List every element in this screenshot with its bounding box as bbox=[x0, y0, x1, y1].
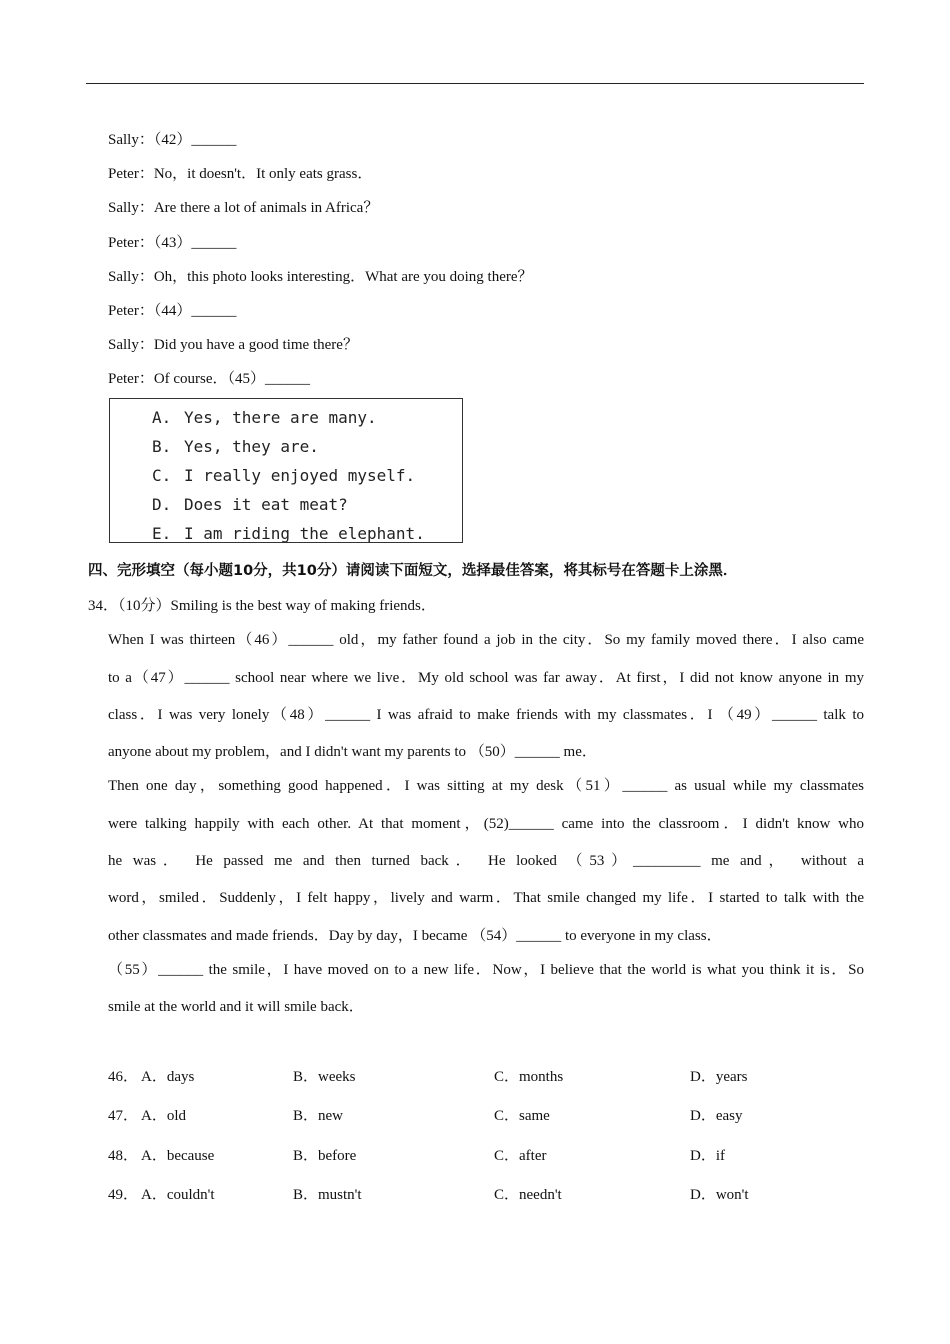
question-number: 49． bbox=[108, 1187, 139, 1203]
dialogue-line: Peter：（44）______ bbox=[108, 303, 237, 319]
choice-d: D．easy bbox=[690, 1108, 743, 1124]
passage-line: smile at the world and it will smile back． bbox=[108, 999, 364, 1015]
choice-row-49 bbox=[108, 1183, 864, 1205]
question-number: 46． bbox=[108, 1069, 139, 1085]
passage-line: When I was thirteen（46）______ old，my father found a job in the city．So my family moved there．I also came bbox=[108, 632, 864, 648]
option-d: D. Does it eat meat? bbox=[152, 495, 348, 514]
passage-line: class．I was very lonely（48）______ I was afraid to make friends with my classmates．I （49）______ talk to bbox=[108, 707, 864, 723]
choice-b: B．weeks bbox=[293, 1069, 356, 1085]
choice-row-47 bbox=[108, 1104, 864, 1126]
choice-a: A．old bbox=[141, 1108, 187, 1124]
choice-row-46 bbox=[108, 1065, 864, 1087]
answer-option-box bbox=[109, 398, 463, 543]
question-number: 48． bbox=[108, 1148, 139, 1164]
choice-d: D．won't bbox=[690, 1187, 749, 1203]
dialogue-line: Peter：No，it doesn't．It only eats grass． bbox=[108, 166, 373, 182]
option-a: A. Yes, there are many. bbox=[152, 408, 377, 427]
passage-line: （55）______ the smile，I have moved on to a new life．Now，I believe that the world is what you think it is．So bbox=[108, 962, 864, 978]
choice-d: D．if bbox=[690, 1148, 725, 1164]
choice-a: A．because bbox=[141, 1148, 215, 1164]
choice-b: B．new bbox=[293, 1108, 343, 1124]
dialogue-line: Sally：（42）______ bbox=[108, 132, 237, 148]
dialogue-line: Sally：Oh，this photo looks interesting．What are you doing there？ bbox=[108, 269, 533, 285]
dialogue-line: Peter：（43）______ bbox=[108, 235, 237, 251]
header-rule bbox=[86, 83, 864, 84]
question-number: 47． bbox=[108, 1108, 139, 1124]
passage-line: other classmates and made friends．Day by day，I became （54）______ to everyone in my class． bbox=[108, 928, 722, 944]
option-e: E. I am riding the elephant. bbox=[152, 524, 425, 543]
passage-line: to a（47）______ school near where we live．My old school was far away．At first，I did not know anyone in my bbox=[108, 670, 864, 686]
choice-c: C．needn't bbox=[494, 1187, 562, 1203]
question-title: 34．（10分）Smiling is the best way of making friends． bbox=[88, 598, 436, 614]
option-c: C. I really enjoyed myself. bbox=[152, 466, 416, 485]
choice-row-48 bbox=[108, 1144, 864, 1166]
option-b: B. Yes, they are. bbox=[152, 437, 319, 456]
passage-line: anyone about my problem，and I didn't want my parents to （50）______ me． bbox=[108, 744, 597, 760]
dialogue-line: Peter：Of course．（45）______ bbox=[108, 371, 311, 387]
passage-line: were talking happily with each other. At that moment，(52)______ came into the classroom．I didn't know who bbox=[108, 816, 864, 832]
passage-line: Then one day，something good happened．I was sitting at my desk（51）______ as usual while my classmates bbox=[108, 778, 864, 794]
choice-d: D．years bbox=[690, 1069, 748, 1085]
section-heading: 四、完形填空（每小题10分，共10分）请阅读下面短文，选择最佳答案，将其标号在答题卡上涂黑． bbox=[88, 563, 738, 579]
choice-a: A．couldn't bbox=[141, 1187, 215, 1203]
passage-line: word，smiled．Suddenly，I felt happy，lively and warm．That smile changed my life．I started to talk with the bbox=[108, 890, 864, 906]
choice-b: B．before bbox=[293, 1148, 357, 1164]
passage-line: he was． He passed me and then turned back． He looked （53）_________ me and， without a bbox=[108, 853, 864, 869]
choice-c: C．months bbox=[494, 1069, 564, 1085]
choice-b: B．mustn't bbox=[293, 1187, 362, 1203]
choice-c: C．same bbox=[494, 1108, 550, 1124]
dialogue-line: Sally：Are there a lot of animals in Africa？ bbox=[108, 200, 379, 216]
choice-c: C．after bbox=[494, 1148, 547, 1164]
dialogue-line: Sally：Did you have a good time there？ bbox=[108, 337, 358, 353]
choice-a: A．days bbox=[141, 1069, 195, 1085]
